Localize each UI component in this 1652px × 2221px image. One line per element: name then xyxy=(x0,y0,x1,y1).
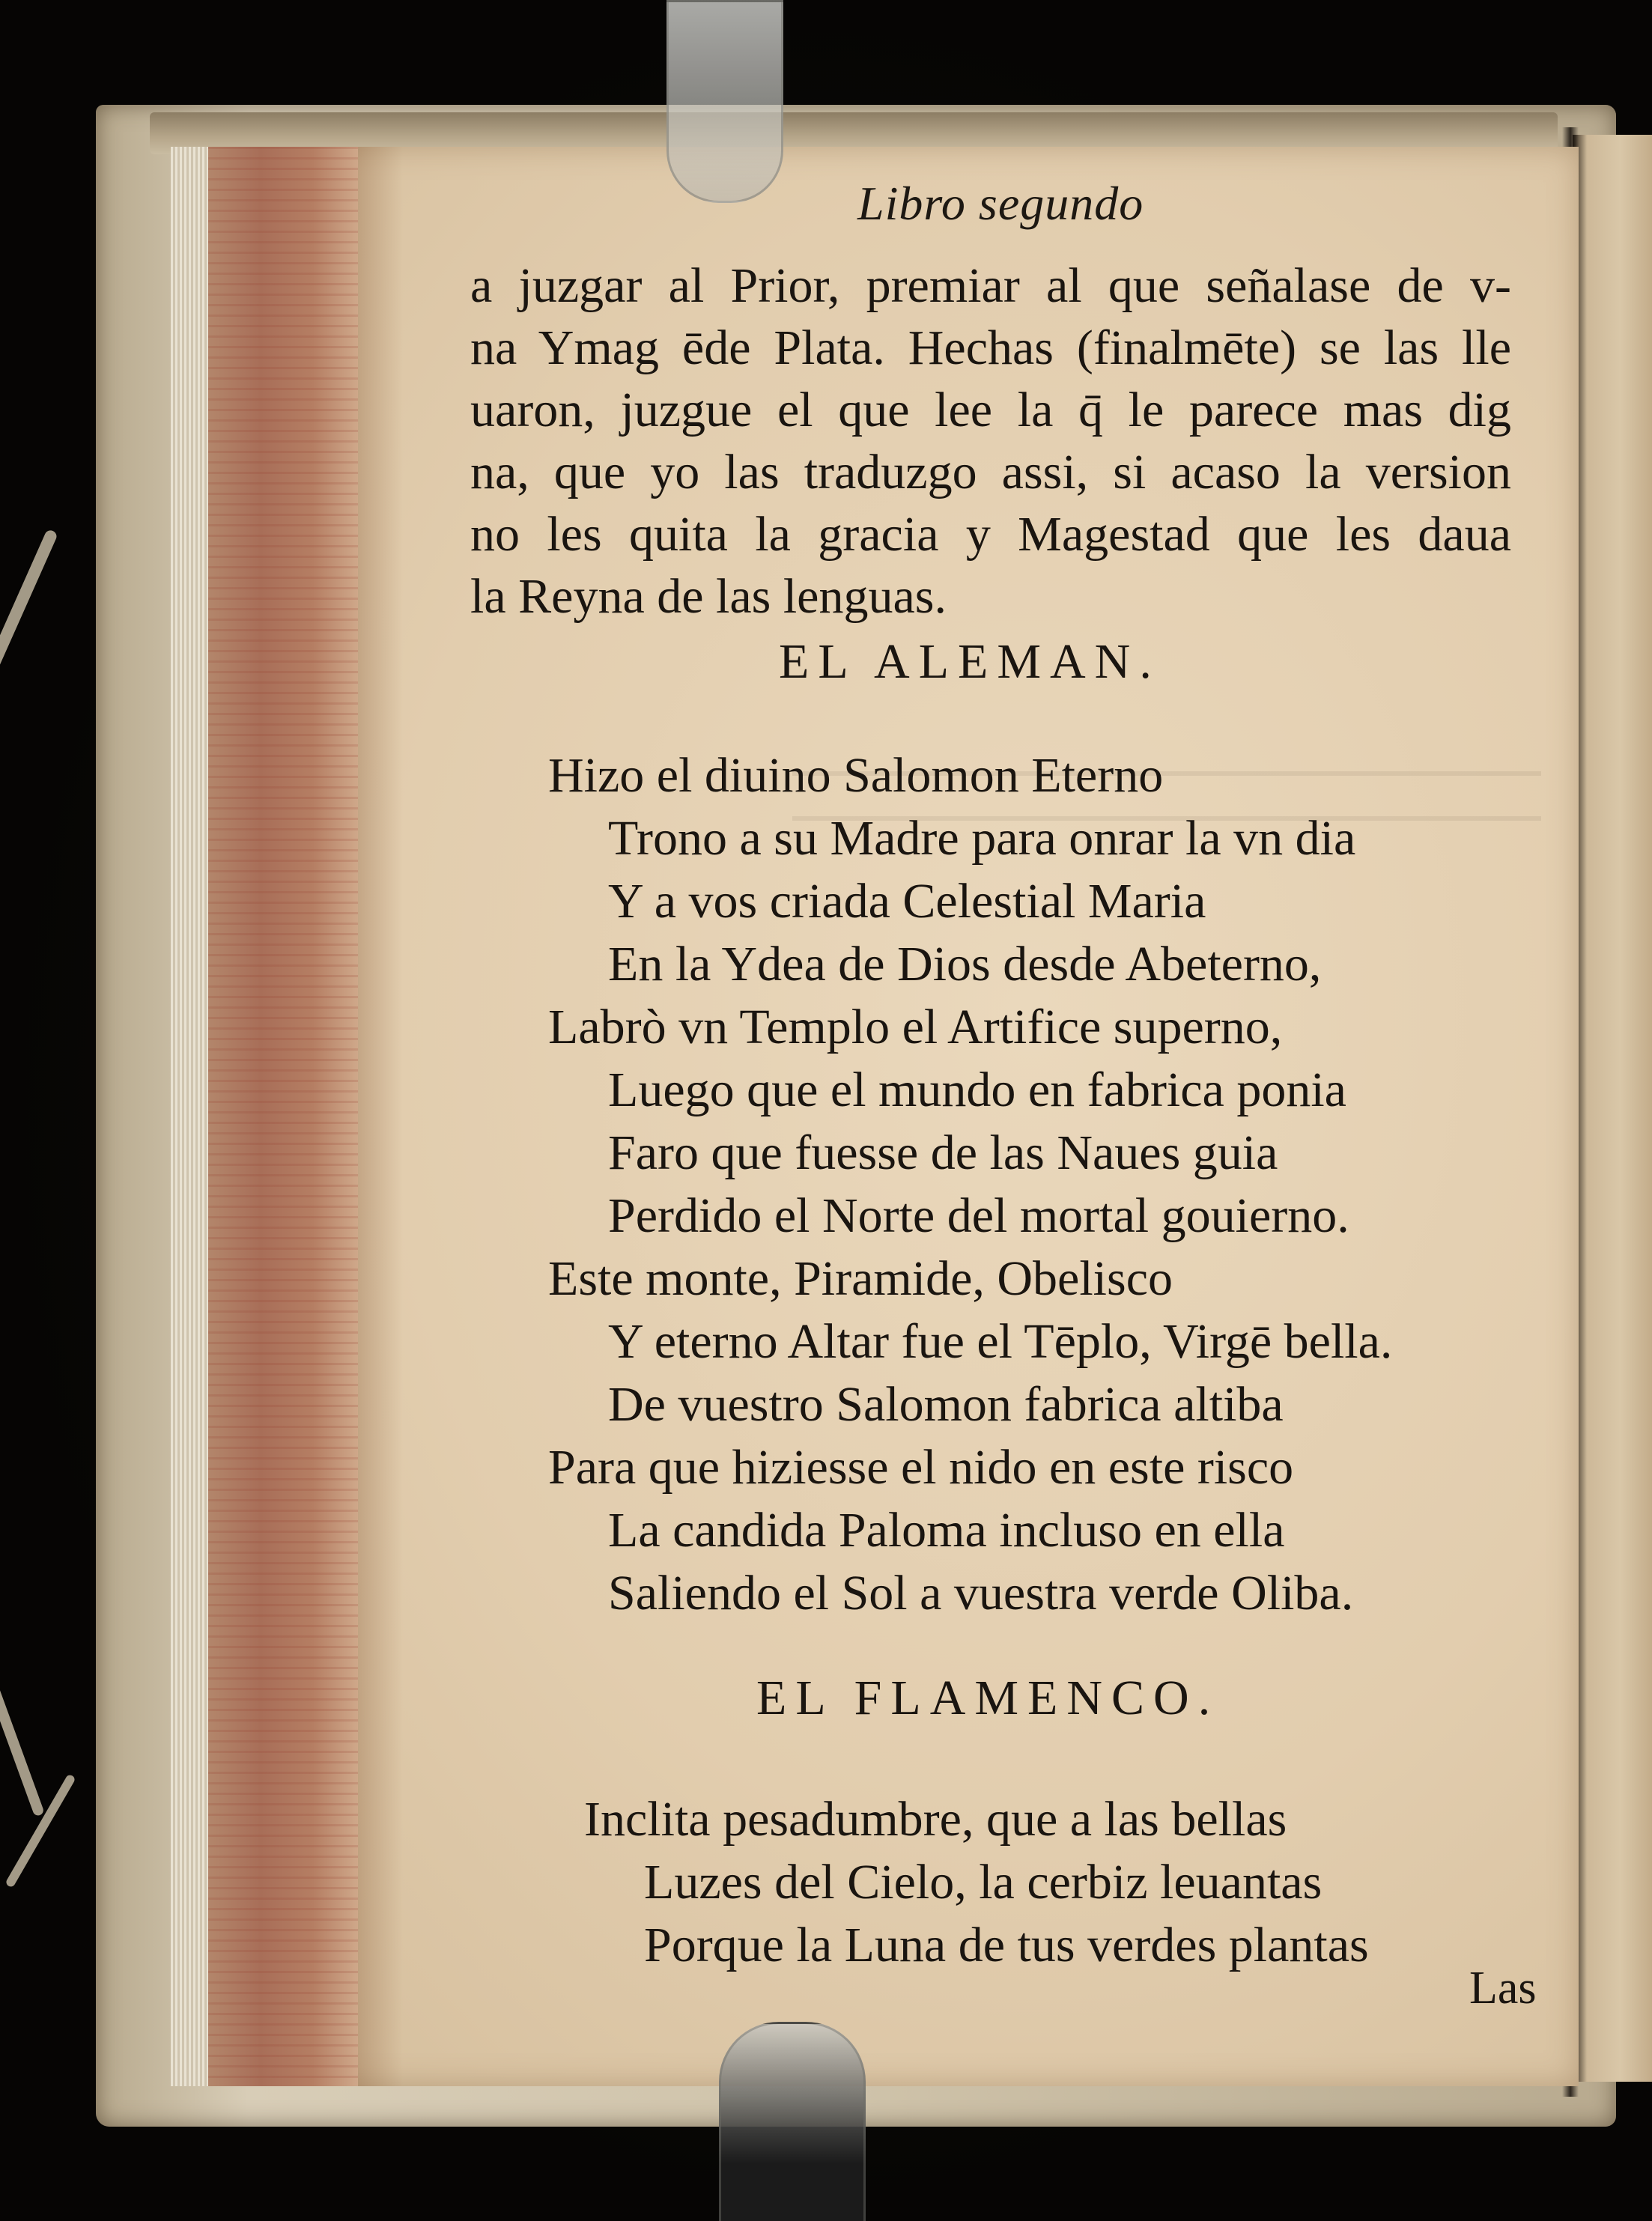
running-head: Libro segundo xyxy=(857,177,1144,230)
prose-line: la Reyna de las lenguas. xyxy=(470,569,947,624)
verse-line: Porque la Luna de tus verdes plantas xyxy=(644,1918,1369,1972)
verse-line: En la Ydea de Dios desde Abeterno, xyxy=(608,937,1322,991)
verse-line: Luzes del Cielo, la cerbiz leuantas xyxy=(644,1855,1322,1909)
prose-line: no les quita la gracia y Magestad que les daua xyxy=(470,507,1511,562)
page-clip-top xyxy=(666,0,783,203)
verse-line: Para que hiziesse el nido en este risco xyxy=(548,1440,1294,1495)
gutter-fade xyxy=(358,147,403,2086)
verse-line: La candida Paloma incluso en ella xyxy=(608,1503,1285,1558)
catchword: Las xyxy=(1469,1963,1537,2014)
prose-paragraph xyxy=(470,255,1511,628)
verse-line: Inclita pesadumbre, que a las bellas xyxy=(584,1792,1287,1847)
verse-line: Perdido el Norte del mortal gouierno. xyxy=(608,1188,1349,1243)
verse-line: De vuestro Salomon fabrica altiba xyxy=(608,1377,1284,1432)
prose-line: a juzgar al Prior, premiar al que señalase de v- xyxy=(470,258,1511,313)
verse-line: Luego que el mundo en fabrica ponia xyxy=(608,1063,1346,1117)
section-heading-aleman: EL ALEMAN. xyxy=(779,634,1161,689)
prose-line: na Ymag ēde Plata. Hechas (finalmēte) se las lle xyxy=(470,320,1511,375)
verse-line: Labrò vn Templo el Artifice superno, xyxy=(548,1000,1283,1054)
facing-page-edge xyxy=(1573,135,1652,2082)
section-heading-flamenco: EL FLAMENCO. xyxy=(756,1671,1220,1725)
verse-line: Y a vos criada Celestial Maria xyxy=(608,874,1206,929)
verse-line: Este monte, Piramide, Obelisco xyxy=(548,1251,1173,1306)
prose-line: uaron, juzgue el que lee la q̄ le parece mas dig xyxy=(470,383,1511,437)
verse-line: Hizo el diuino Salomon Eterno xyxy=(548,748,1164,803)
page-block-edges xyxy=(171,147,208,2086)
prose-line: na, que yo las traduzgo assi, si acaso la version xyxy=(470,445,1511,499)
verse-line: Faro que fuesse de las Naues guia xyxy=(608,1125,1278,1180)
verse-line: Saliendo el Sol a vuestra verde Oliba. xyxy=(608,1566,1354,1620)
red-sprinkled-edge xyxy=(208,147,358,2086)
verse-line: Y eterno Altar fue el Tēplo, Virgē bella. xyxy=(608,1314,1393,1369)
verse-line: Trono a su Madre para onrar la vn dia xyxy=(608,811,1356,866)
page-clip-bottom xyxy=(719,2022,866,2221)
